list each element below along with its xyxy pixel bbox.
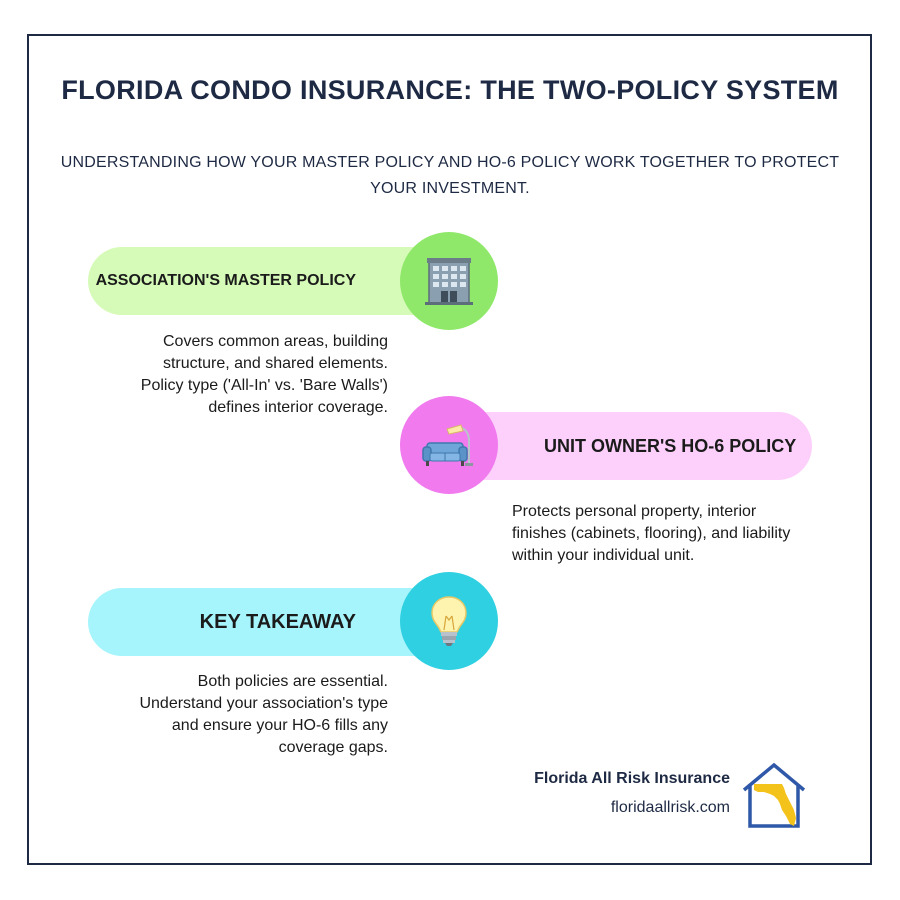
master-policy-label: ASSOCIATION'S MASTER POLICY	[95, 272, 356, 289]
ho6-policy-label: UNIT OWNER'S HO-6 POLICY	[544, 435, 797, 456]
brand-name: Florida All Risk Insurance	[534, 770, 730, 787]
master-policy-icon-circle	[400, 232, 498, 330]
key-takeaway-description: Both policies are essential. Understand your association's type and ensure your HO-6 fills any coverage gaps.	[139, 673, 388, 756]
light-bulb-icon	[427, 594, 471, 648]
brand-url-link[interactable]: floridaallrisk.com	[610, 799, 730, 816]
house-with-florida-map-icon	[738, 760, 810, 832]
couch-and-lamp-icon	[421, 419, 477, 471]
key-takeaway-icon-circle	[400, 572, 498, 670]
ho6-policy-description: Protects personal property, interior finishes (cabinets, flooring), and liability within your individual unit.	[512, 503, 791, 564]
office-building-icon	[423, 255, 475, 307]
master-policy-description: Covers common areas, building structure, and shared elements. Policy type ('All-In' vs. 'Bare Walls') defines interior coverage.	[140, 333, 388, 416]
page-subtitle: UNDERSTANDING HOW YOUR MASTER POLICY AND HO-6 POLICY WORK TOGETHER TO PROTECT YOUR INVESTMENT.	[60, 154, 840, 197]
ho6-policy-icon-circle	[400, 396, 498, 494]
page-title: FLORIDA CONDO INSURANCE: THE TWO-POLICY SYSTEM	[61, 75, 839, 105]
key-takeaway-label: KEY TAKEAWAY	[199, 610, 356, 633]
